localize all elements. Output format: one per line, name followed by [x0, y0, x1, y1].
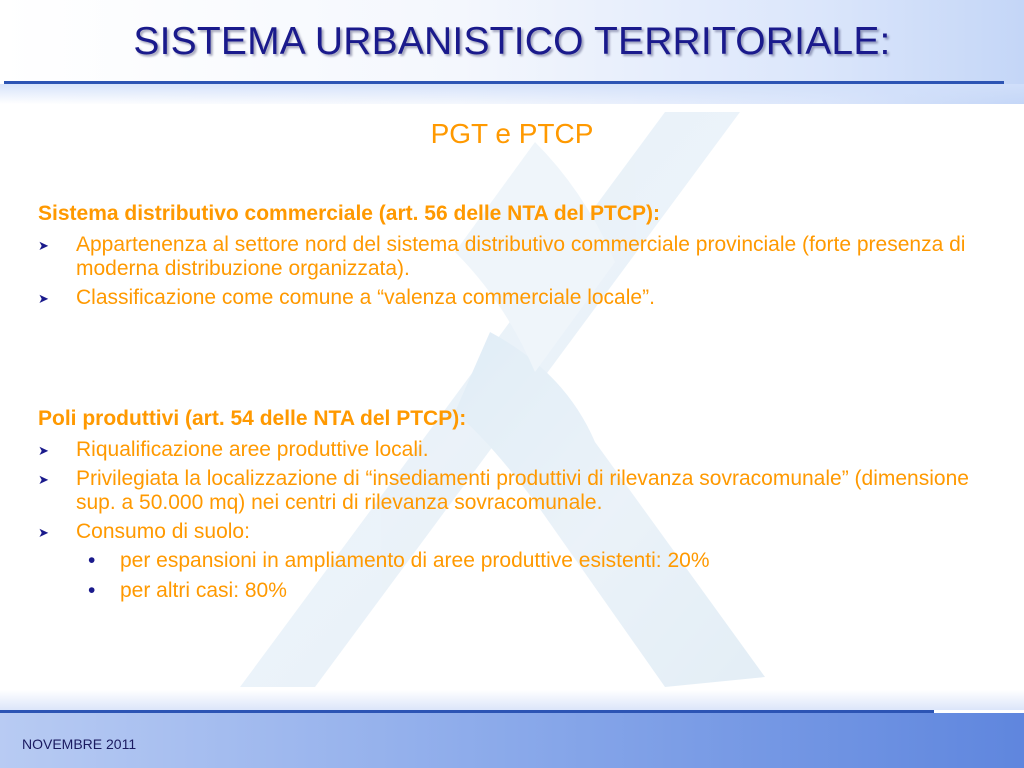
- bullet-list-commerciale: [38, 233, 988, 310]
- footer-glow: [0, 690, 1024, 710]
- footer-date: NOVEMBRE 2011: [22, 736, 137, 752]
- bullet-text: Consumo di suolo:: [76, 520, 250, 543]
- arrowhead-bullet-icon: ➤: [38, 472, 49, 487]
- header-rule: [4, 81, 1004, 84]
- section-title-commerciale: Sistema distributivo commerciale (art. 56 delle NTA del PTCP):: [38, 202, 661, 225]
- section-title-produttivi: Poli produttivi (art. 54 delle NTA del PTCP):: [38, 407, 467, 430]
- list-item: [38, 467, 988, 515]
- sub-list-item: [38, 579, 988, 603]
- dot-bullet-icon: •: [88, 549, 96, 572]
- slide-subtitle: PGT e PTCP: [430, 118, 594, 149]
- list-item: [38, 520, 988, 544]
- sub-list-item: [38, 549, 988, 573]
- slide-title: SISTEMA URBANISTICO TERRITORIALE:: [133, 20, 891, 63]
- header-fade: [0, 84, 1024, 104]
- sub-bullet-text: per espansioni in ampliamento di aree produttive esistenti: 20%: [120, 549, 710, 572]
- list-item: [38, 233, 988, 281]
- arrowhead-bullet-icon: ➤: [38, 238, 49, 253]
- bullet-text: Riqualificazione aree produttive locali.: [76, 438, 429, 461]
- sub-bullet-text: per altri casi: 80%: [120, 579, 287, 602]
- arrowhead-bullet-icon: ➤: [38, 291, 49, 306]
- dot-bullet-icon: •: [88, 579, 96, 602]
- list-item: [38, 438, 988, 462]
- list-item: [38, 286, 988, 310]
- arrowhead-bullet-icon: ➤: [38, 443, 49, 458]
- footer-background: [0, 713, 1024, 768]
- bullet-text: Privilegiata la localizzazione di “insediamenti produttivi di rilevanza sovracomunale” (dimensione sup. a 50.000 mq) nei centri di rilevanza sovracomunale.: [76, 467, 969, 514]
- arrowhead-bullet-icon: ➤: [38, 525, 49, 540]
- bullet-text: Classificazione come comune a “valenza commerciale locale”.: [76, 286, 655, 309]
- slide-body: [38, 198, 988, 609]
- spacer: [38, 315, 988, 403]
- bullet-list-produttivi: [38, 438, 988, 603]
- bullet-text: Appartenenza al settore nord del sistema distributivo commerciale provinciale (forte presenza di moderna distribuzione organizzata).: [76, 233, 966, 280]
